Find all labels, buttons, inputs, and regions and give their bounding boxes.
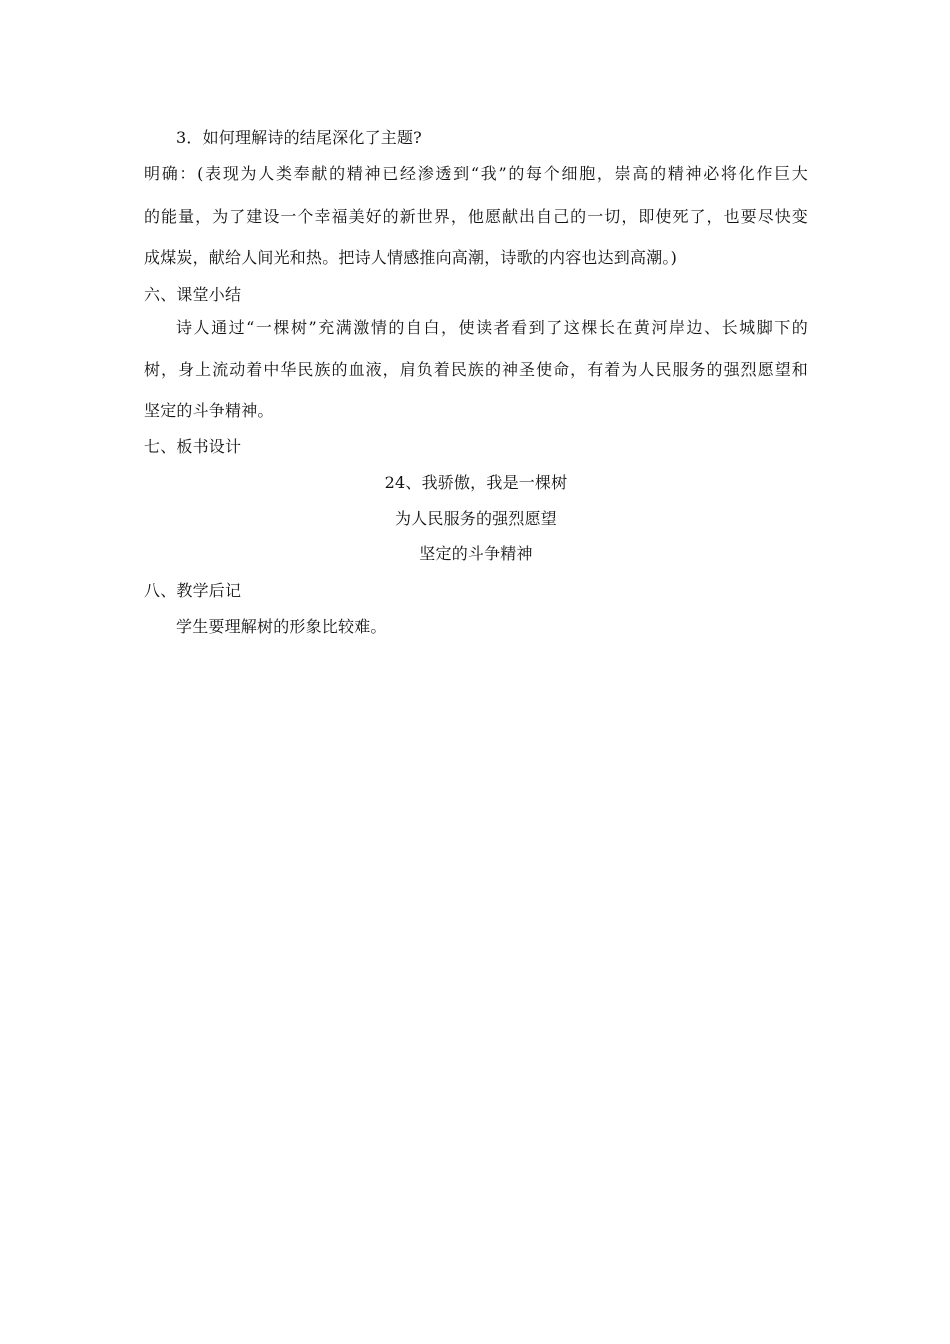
question-3-title: 3．如何理解诗的结尾深化了主题? [176, 128, 422, 147]
summary-line-3: 坚定的斗争精神。 [144, 401, 274, 420]
answer-line-2: 的能量，为了建设一个幸福美好的新世界，他愿献出自己的一切，即使死了，也要尽快变 [144, 207, 808, 226]
answer-line-3: 成煤炭，献给人间光和热。把诗人情感推向高潮，诗歌的内容也达到高潮。) [144, 248, 678, 267]
section-6-heading: 六、课堂小结 [144, 285, 242, 304]
answer-line-1: 明确：(表现为人类奉献的精神已经渗透到“我”的每个细胞，崇高的精神必将化作巨大 [144, 164, 808, 183]
board-line-2: 坚定的斗争精神 [419, 544, 533, 563]
section-7-heading: 七、板书设计 [144, 437, 242, 456]
summary-line-1: 诗人通过“一棵树”充满激情的自白，使读者看到了这棵长在黄河岸边、长城脚下的 [176, 318, 808, 337]
board-line-1: 为人民服务的强烈愿望 [394, 509, 557, 528]
afterword-text: 学生要理解树的形象比较难。 [176, 617, 387, 636]
section-8-heading: 八、教学后记 [144, 581, 242, 600]
summary-line-2: 树，身上流动着中华民族的血液，肩负着民族的神圣使命，有着为人民服务的强烈愿望和 [144, 360, 808, 379]
board-title: 24、我骄傲，我是一棵树 [384, 473, 568, 492]
